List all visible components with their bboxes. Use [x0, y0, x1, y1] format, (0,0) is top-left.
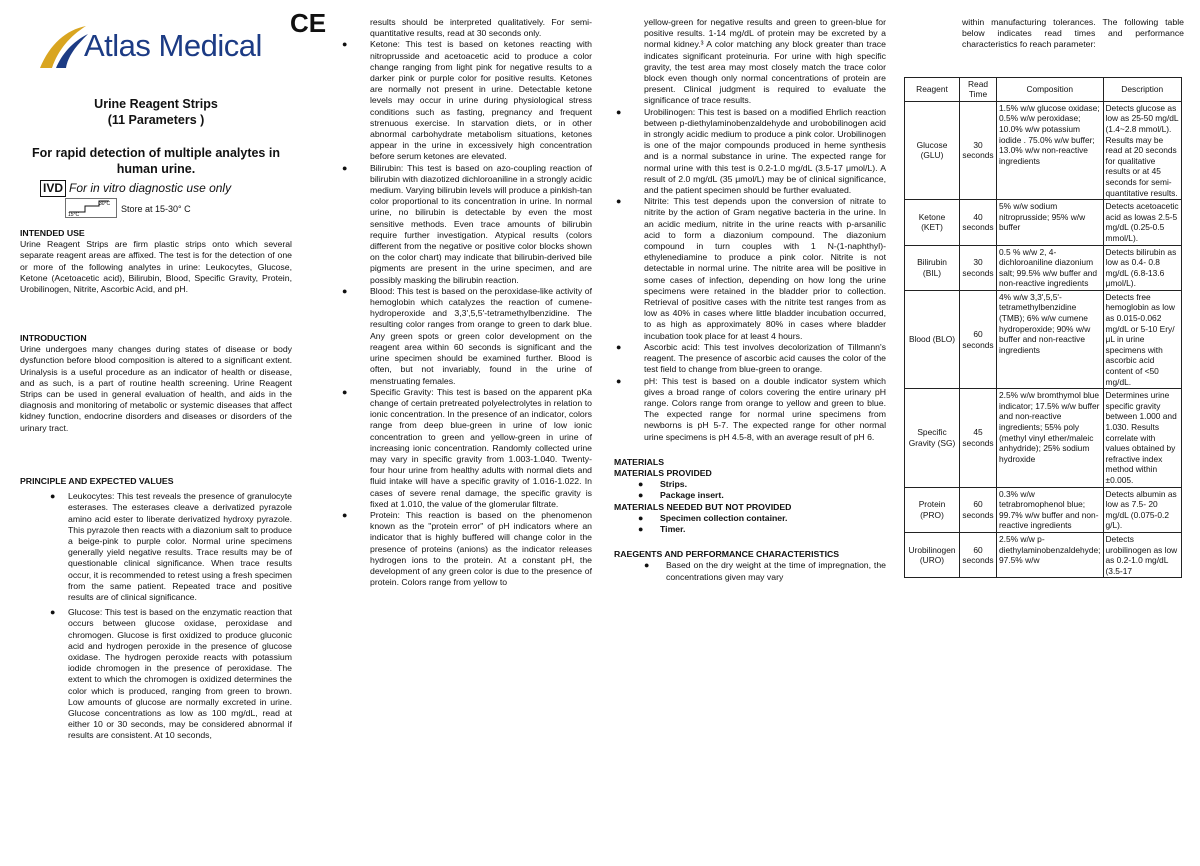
- atlas-swoosh-icon: [32, 24, 92, 72]
- storage-text: Store at 15-30° C: [121, 203, 191, 214]
- bullet-icon: ●: [638, 512, 644, 523]
- brand-logo: [32, 24, 292, 74]
- ce-mark: CE: [290, 8, 327, 38]
- column-4: [904, 17, 1184, 866]
- materials-needed-heading: MATERIALS NEEDED BUT NOT PROVIDED: [614, 501, 792, 512]
- ph-text: pH: This test is based on a double indicator system which gives a broad range of colors covering the entire urinary pH range. Colors range from orange to yellow and green to blue. The expected range for normal urine specimens from newborns is pH 5-7. The expected range for other normal urine specimens is pH 4.5-8, with an average result of pH 6.: [644, 375, 886, 442]
- protein-continued: yellow-green for negative results and green to green-blue for positive results. 1-14 mg/dL of protein may be excreted by a normal kidney.³ A color matching any block greater than trace indicates significant proteinuria. For urine with high specific gravity, the test area may most closely match the trace color block even though only normal concentrations of protein are present. Clinical judgment is required to evaluate the significance of trace results.: [644, 17, 886, 106]
- urobilinogen-text: Urobilinogen: This test is based on a modified Ehrlich reaction between p-diethylaminobenzaldehyde and urobobilinogen acid in strongly acidic medium to produce a pink color. Urobilinogen is one of the major compounds produced in heme synthesis and is a normal substance in urine. The expected range for normal urine with this test is 0.2-1.0 mg/dL (3.5-17 μmol/L). A result of 2.0 mg/dL (35 μmol/L) may be of clinical significance, and the patient specimen should be further evaluated.: [644, 106, 886, 196]
- cell-reagent: Specific Gravity (SG): [905, 389, 960, 487]
- materials-provided-heading: MATERIALS PROVIDED: [614, 467, 712, 478]
- protein-text: Protein: This reaction is based on the phenomenon known as the "protein error" of pH indicators where an indicator that is highly buffered will change color in the presence of proteins (anions) as the indicator releases hydrogen ions to the protein. At a constant pH, the development of any green color is due to the presence of protein. Colors range from yellow to: [370, 509, 592, 588]
- bullet-icon: ●: [638, 523, 644, 534]
- table-row: [905, 290, 1182, 388]
- cell-time: 60 seconds: [960, 290, 997, 388]
- list-item-bilirubin: [340, 163, 592, 286]
- materials-heading: MATERIALS: [614, 456, 665, 467]
- cell-description: Detects acetoacetic acid as lowas 2.5-5 mg/dL (0.25-0.5 mmol/L).: [1103, 200, 1182, 245]
- bullet-icon: ●: [342, 509, 348, 520]
- bilirubin-text: Bilirubin: This test is based on azo-coupling reaction of bilirubin with diazotized dichloroaniline in a strongly acidic medium. Varying bilirubin levels will produce a pinkish-tan color proportional to its concentration in urine. In normal urine, no bilirubin is detectable by even the most sensitive methods. Even trace amounts of bilirubin require further investigation. Atypical results (colors different from the negative or positive color blocks shown on the color chart) may indicate that bilirubin-derived bile pigments are present in the urine specimen, and are possibly masking the bilirubin reaction.: [370, 162, 592, 285]
- blood-text: Blood: This test is based on the peroxidase-like activity of hemoglobin which catalyzes the reaction of cumene-hydroperoxide and 3,3',5,5'-tetramethylbenzidine. The resulting color ranges from orange to green to dark blue. Any green spots or green color development on the reagent area within 60 seconds is significant and the urine specimen should be examined further. Blood is often, but not invariably, found in the urine of menstruating females.: [370, 285, 592, 386]
- cell-description: Detects urobilinogen as low as 0.2-1.0 mg/dL (3.5-17: [1103, 532, 1182, 577]
- reagent-table: [904, 77, 1182, 579]
- ivd-notice: [40, 180, 231, 197]
- cell-composition: 2.5% w/w bromthymol blue indicator; 17.5% w/w buffer and non-reactive ingredients; 55% poly (methyl vinyl ether/maleic anhydride); 25% sodium hydroxide: [997, 389, 1104, 487]
- list-item-specific-gravity: [340, 387, 592, 510]
- cell-description: Detects albumin as low as 7.5- 20 mg/dL (0.075-0.2 g/L).: [1103, 487, 1182, 532]
- cell-description: Detects bilirubin as low as 0.4- 0.8 mg/dL (6.8-13.6 μmol/L).: [1103, 245, 1182, 290]
- introduction-body: Urine undergoes many changes during states of disease or body dysfunction before blood composition is altered to a significant extent. Urinalysis is a useful procedure as an indicator of health or disease, and as such, is a part of routine health screening. Urine Reagent Strips can be used in general evaluation of health, and aids in the diagnosis and monitoring of metabolic or systemic diseases that affect kidney function, endocrine disorders and diseases or disorders of the urinary tract.: [20, 344, 292, 433]
- bullet-icon: ●: [342, 285, 348, 296]
- cell-composition: 0.3% w/w tetrabromophenol blue; 99.7% w/w buffer and non-reactive ingredients: [997, 487, 1104, 532]
- bullet-icon: ●: [50, 491, 56, 502]
- intended-use-heading: INTENDED USE: [20, 228, 85, 238]
- bullet-icon: ●: [638, 479, 644, 490]
- cell-time: 30 seconds: [960, 245, 997, 290]
- ascorbic-text: Ascorbic acid: This test involves decolorization of Tillmann's reagent. The presence of ascorbic acid causes the color of the test field to change from blue-green to orange.: [644, 341, 886, 375]
- cell-reagent: Urobilinogen (URO): [905, 532, 960, 577]
- list-item-ph: [614, 376, 886, 443]
- header-read-time: Read Time: [960, 77, 997, 101]
- storage-notice: [65, 198, 191, 221]
- bullet-icon: ●: [616, 341, 622, 352]
- subtitle-line-2: human urine.: [116, 162, 196, 176]
- bullet-icon: ●: [638, 490, 644, 501]
- cell-description: Detects free hemoglobin as low as 0.015-0.062 mg/dL or 5-10 Ery/μL in urine specimens with ascorbic acid content of <50 mg/dL.: [1103, 290, 1182, 388]
- principle-heading: PRINCIPLE AND EXPECTED VALUES: [20, 476, 174, 486]
- provided-item: Strips.: [660, 479, 688, 490]
- list-item-blood: [340, 286, 592, 387]
- cell-time: 40 seconds: [960, 200, 997, 245]
- cell-reagent: Ketone (KET): [905, 200, 960, 245]
- cell-reagent: Blood (BLO): [905, 290, 960, 388]
- nitrite-text: Nitrite: This test depends upon the conversion of nitrate to nitrite by the action of Gram negative bacteria in the urine. In an acidic medium, nitrite in the urine reacts with p-arsanilic acid to form a diazonium compound. The diazonium compound in turn couples with 1 N-(1-naphthyl)-ethylenediamine to produce a pink color. Nitrite is not detectable in normal urine. The nitrite area will be positive in some cases of infection, depending on how long the urine specimens were retained in the bladder prior to collection. Retrieval of positive cases with the nitrite test ranges from as low as 40% in cases where little bladder incubation occurred, to as high as approximately 80% in cases where bladder incubation took place for at least 4 hours.: [644, 196, 886, 341]
- title-line-1: Urine Reagent Strips: [94, 97, 218, 111]
- subtitle-line-1: For rapid detection of multiple analytes in: [32, 146, 280, 160]
- table-header-row: [905, 77, 1182, 101]
- ketone-text: Ketone: This test is based on ketones reacting with nitroprusside and acetoacetic acid to produce a color change ranging from light pink for negative results to a darker pink or purple color for positive results. Ketones are normally not present in urine. Detectable ketone levels may occur in urine during physiological stress conditions such as fasting, pregnancy and frequent strenuous exercise. In starvation diets, or in other abnormal carbohydrate metabolism situations, ketones appear in the urine in excessively high concentration before serum ketones are elevated.: [370, 39, 592, 162]
- principle-section: [20, 476, 292, 742]
- title-line-2: (11 Parameters ): [107, 113, 205, 127]
- bullet-icon: ●: [616, 375, 622, 386]
- cell-composition: 4% w/w 3,3',5,5'-tetramethylbenzidine (TMB); 6% w/w cumene hydroperoxide; 90% w/w buffer and non-reactive ingredients: [997, 290, 1104, 388]
- list-item-ketone: [340, 39, 592, 162]
- list-item-leukocytes: [20, 491, 292, 603]
- table-row: [905, 487, 1182, 532]
- list-item-reagents: [614, 560, 886, 582]
- table-row: [905, 245, 1182, 290]
- sg-text: Specific Gravity: This test is based on the apparent pKa change of certain pretreated polyelectrolytes in relation to ionic concentration. In the presence of an indicator, colors range from deep blue-green in urine of low ionic concentration to green and yellow-green in urine of increasing ionic concentration. Randomly collected urine may vary in specific gravity from 1.003-1.040. Twenty-four hour urine from healthy adults with normal diets and fluid intake will have a specific gravity of 1.016-1.022. In cases of severe renal damage, the specific gravity is fixed at 1.010, the value of the glomerular filtrate.: [370, 386, 592, 509]
- bullet-icon: ●: [342, 162, 348, 173]
- bullet-icon: ●: [342, 39, 348, 50]
- column-3: [614, 17, 886, 866]
- temp-high: 30°C: [99, 201, 111, 207]
- column-2: [340, 17, 592, 866]
- brand-name: Atlas Medical: [84, 28, 262, 63]
- page-subtitle: [20, 145, 292, 177]
- ivd-badge: IVD: [40, 180, 66, 197]
- reagents-heading: RAEGENTS AND PERFORMANCE CHARACTERISTICS: [614, 549, 840, 560]
- list-item-provided: [614, 490, 886, 501]
- bullet-icon: ●: [616, 196, 622, 207]
- temp-low: 15°C: [68, 212, 80, 218]
- bullet-icon: ●: [342, 386, 348, 397]
- list-item-provided: [614, 479, 886, 490]
- cell-description: Determines urine specific gravity between 1.000 and 1.030. Results correlate with values obtained by refractive index method within ±0.005.: [1103, 389, 1182, 487]
- header-description: Description: [1103, 77, 1182, 101]
- ivd-text: For in vitro diagnostic use only: [69, 181, 232, 195]
- header-composition: Composition: [997, 77, 1104, 101]
- table-row: [905, 389, 1182, 487]
- bullet-icon: ●: [616, 106, 622, 117]
- cell-reagent: Protein (PRO): [905, 487, 960, 532]
- cell-composition: 0.5 % w/w 2, 4-dichloroaniline diazonium salt; 99.5% w/w buffer and non-reactive ingredients: [997, 245, 1104, 290]
- list-item-needed: [614, 513, 886, 524]
- cell-composition: 1.5% w/w glucose oxidase; 0.5% w/w peroxidase; 10.0% w/w potassium iodide . 75.0% w/w buffer; 13.0% w/w non-reactive ingredients: [997, 101, 1104, 199]
- temperature-limit-icon: [65, 198, 117, 221]
- glucose-continued: results should be interpreted qualitatively. For semi-quantitative results, read at 30 seconds only.: [370, 17, 592, 39]
- list-item-ascorbic-acid: [614, 342, 886, 376]
- cell-reagent: Glucose (GLU): [905, 101, 960, 199]
- cell-composition: 2.5% w/w p-diethylaminobenzaldehyde; 97.5% w/w: [997, 532, 1104, 577]
- cell-time: 60 seconds: [960, 487, 997, 532]
- materials-section: [614, 457, 886, 583]
- provided-item: Package insert.: [660, 490, 724, 501]
- list-item-needed: [614, 524, 886, 535]
- header-reagent: Reagent: [905, 77, 960, 101]
- glucose-text: Glucose: This test is based on the enzymatic reaction that occurs between glucose oxidase, peroxidase and chromogen. Glucose is first oxidized to produce gluconic acid and hydrogen peroxide in the presence of glucose oxidase. The hydrogen peroxide reacts with potassium iodide chromogen in the presence of peroxidase. The extent to which the chromogen is oxidized determines the color which is produced, ranging from green to brown. Low amounts of glucose are normally excreted in urine. Glucose concentrations as low as 100 mg/dL, read at either 10 or 30 seconds, may be considered abnormal if results are consistent. At 10 seconds,: [68, 607, 292, 741]
- intended-use-section: [20, 228, 292, 295]
- list-item-protein: [340, 510, 592, 588]
- cell-description: Detects glucose as low as 25-50 mg/dL (1.4~2.8 mmol/L). Results may be read at 20 seconds for qualitative results or at 45 seconds for semi-quantitative results.: [1103, 101, 1182, 199]
- cell-time: 30 seconds: [960, 101, 997, 199]
- table-row: [905, 200, 1182, 245]
- reagents-text: Based on the dry weight at the time of impregnation, the concentrations given may vary: [666, 560, 886, 582]
- introduction-section: [20, 333, 292, 434]
- table-row: [905, 532, 1182, 577]
- table-row: [905, 101, 1182, 199]
- table-body: [905, 101, 1182, 578]
- list-item-urobilinogen: [614, 107, 886, 197]
- leukocytes-text: Leukocytes: This test reveals the presence of granulocyte esterases. The esterases cleave a derivatized pyrazole amino acid ester to liberate derivatized hydroxy pyrazole. This pyrazole then reacts with a diazonium salt to produce a beige-pink to purple color. Normal urine specimens generally yield negative results. Trace results may be of questionable clinical significance. When trace results occur, it is recommended to retest using a fresh specimen from the same patient. Repeated trace and positive results are of clinical significance.: [68, 491, 292, 603]
- cell-reagent: Bilirubin (BIL): [905, 245, 960, 290]
- page-title: [20, 96, 292, 128]
- list-item-nitrite: [614, 196, 886, 342]
- needed-item: Timer.: [660, 523, 686, 534]
- cell-composition: 5% w/w sodium nitroprusside; 95% w/w buffer: [997, 200, 1104, 245]
- reagents-continued: within manufacturing tolerances. The following table below indicates read times and performance characteristics fo reach parameter:: [962, 17, 1184, 50]
- column-1: [20, 0, 292, 849]
- cell-time: 60 seconds: [960, 532, 997, 577]
- needed-item: Specimen collection container.: [660, 512, 788, 523]
- list-item-glucose: [20, 607, 292, 741]
- introduction-heading: INTRODUCTION: [20, 333, 87, 343]
- bullet-icon: ●: [644, 560, 650, 571]
- cell-time: 45 seconds: [960, 389, 997, 487]
- intended-use-body: Urine Reagent Strips are firm plastic strips onto which several separate reagent areas are affixed. The test is for the detection of one or more of the following analytes in urine: Leukocytes, Glucose, Ketone (Acetoacetic acid), Bilirubin, Blood, Specific Gravity, Protein, Urobilinogen, Nitrite, Ascorbic Acid, and pH.: [20, 239, 292, 295]
- bullet-icon: ●: [50, 607, 56, 618]
